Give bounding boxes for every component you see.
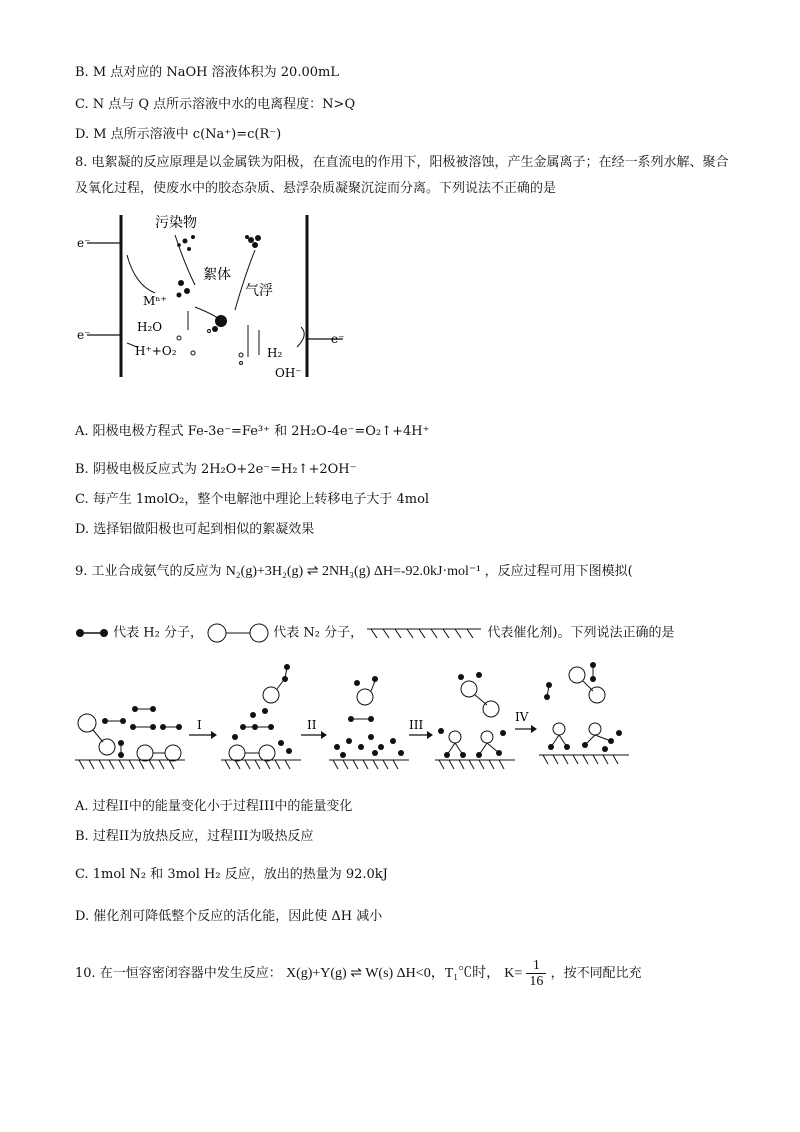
q8-option-b: B. 阴极电极反应式为 2H₂O+2e⁻=H₂↑+2OH⁻	[75, 462, 357, 477]
q9-stem-b: ，反应过程可用下图模拟(	[484, 564, 633, 579]
q10-k-fraction	[526, 958, 546, 989]
h2-label: H₂	[267, 346, 283, 360]
q9-legend	[75, 622, 674, 644]
h2-molecule-icon	[75, 626, 109, 640]
legend-n2-text: 代表 N₂ 分子，	[273, 625, 364, 641]
q9-option-d: D. 催化剂可降低整个反应的活化能，因此使 ΔH 减小	[75, 909, 383, 924]
ammonia-synthesis-diagram	[75, 655, 635, 775]
q10-stem-b: ，按不同配比充	[550, 966, 642, 981]
step-1-label: I	[197, 718, 202, 732]
step-2-label: II	[307, 718, 317, 732]
floc-label: 絮体	[203, 267, 231, 283]
float-label: 气浮	[245, 283, 273, 299]
q8-stem: 8. 电絮凝的反应原理是以金属铁为阳极，在直流电的作用下，阳极被溶蚀，产生金属离子；在经一系列水解、聚合及氧化过程，使废水中的胶态杂质、悬浮杂质凝聚沉淀而分离。下列说法不正确的是	[75, 155, 729, 196]
q7-option-d: D. M 点所示溶液中 c(Na⁺)=c(R⁻)	[75, 127, 282, 142]
step-3-label: III	[409, 718, 424, 732]
q10-k-label: K=	[504, 966, 523, 981]
n2-molecule-icon	[207, 622, 269, 644]
q9-option-a: A. 过程II中的能量变化小于过程III中的能量变化	[75, 799, 353, 814]
legend-catalyst-text: 代表催化剂)。下列说法正确的是	[487, 625, 675, 641]
legend-h2-text: 代表 H₂ 分子，	[113, 625, 203, 641]
stage-5	[539, 662, 629, 764]
hplus-o2-label: H⁺+O₂	[135, 344, 177, 358]
q8-option-c: C. 每产生 1molO₂，整个电解池中理论上转移电子大于 4mol	[75, 492, 430, 507]
stage-4	[435, 672, 515, 769]
q8-option-a: A. 阳极电极方程式 Fe-3e⁻=Fe³⁺ 和 2H₂O-4e⁻=O₂↑+4H⁺	[75, 424, 430, 439]
q7-option-b: B. M 点对应的 NaOH 溶液体积为 20.00mL	[75, 65, 339, 80]
catalyst-surface-icon	[367, 626, 483, 640]
q7-option-c: C. N 点与 Q 点所示溶液中水的电离程度：N>Q	[75, 97, 356, 112]
q10-k-numerator: 1	[526, 958, 546, 974]
stage-3	[329, 676, 409, 769]
electron-label-right: e⁻	[331, 332, 345, 346]
q8-option-d: D. 选择铝做阳极也可起到相似的絮凝效果	[75, 522, 315, 537]
q9-option-b: B. 过程II为放热反应，过程III为吸热反应	[75, 829, 314, 844]
step-4-label: IV	[515, 710, 529, 724]
q10-stem	[75, 958, 642, 989]
hydroxide-label: OH⁻	[275, 366, 302, 380]
q9-stem-a: 9. 工业合成氨气的反应为	[75, 564, 222, 579]
stage-1	[75, 706, 185, 769]
stage-2	[221, 664, 301, 769]
electron-label-bottom: e⁻	[77, 328, 91, 342]
water-label: H₂O	[137, 320, 163, 334]
electroflocculation-diagram	[75, 205, 355, 385]
q10-k-denominator: 16	[529, 974, 544, 989]
q10-stem-a: 10. 在一恒容密闭容器中发生反应：	[75, 966, 282, 981]
q9-equation: N₂(g)+3H₂(g) ⇌ 2NH₃(g) ΔH=-92.0kJ·mol⁻¹	[225, 564, 481, 579]
pollutant-label: 污染物	[155, 215, 197, 231]
q9-option-c: C. 1mol N₂ 和 3mol H₂ 反应，放出的热量为 92.0kJ	[75, 867, 388, 882]
metal-ion-label: Mⁿ⁺	[143, 294, 167, 308]
q10-equation: X(g)+Y(g) ⇌ W(s) ΔH<0，T₁℃时，	[285, 966, 501, 981]
electron-label-top: e⁻	[77, 236, 91, 250]
